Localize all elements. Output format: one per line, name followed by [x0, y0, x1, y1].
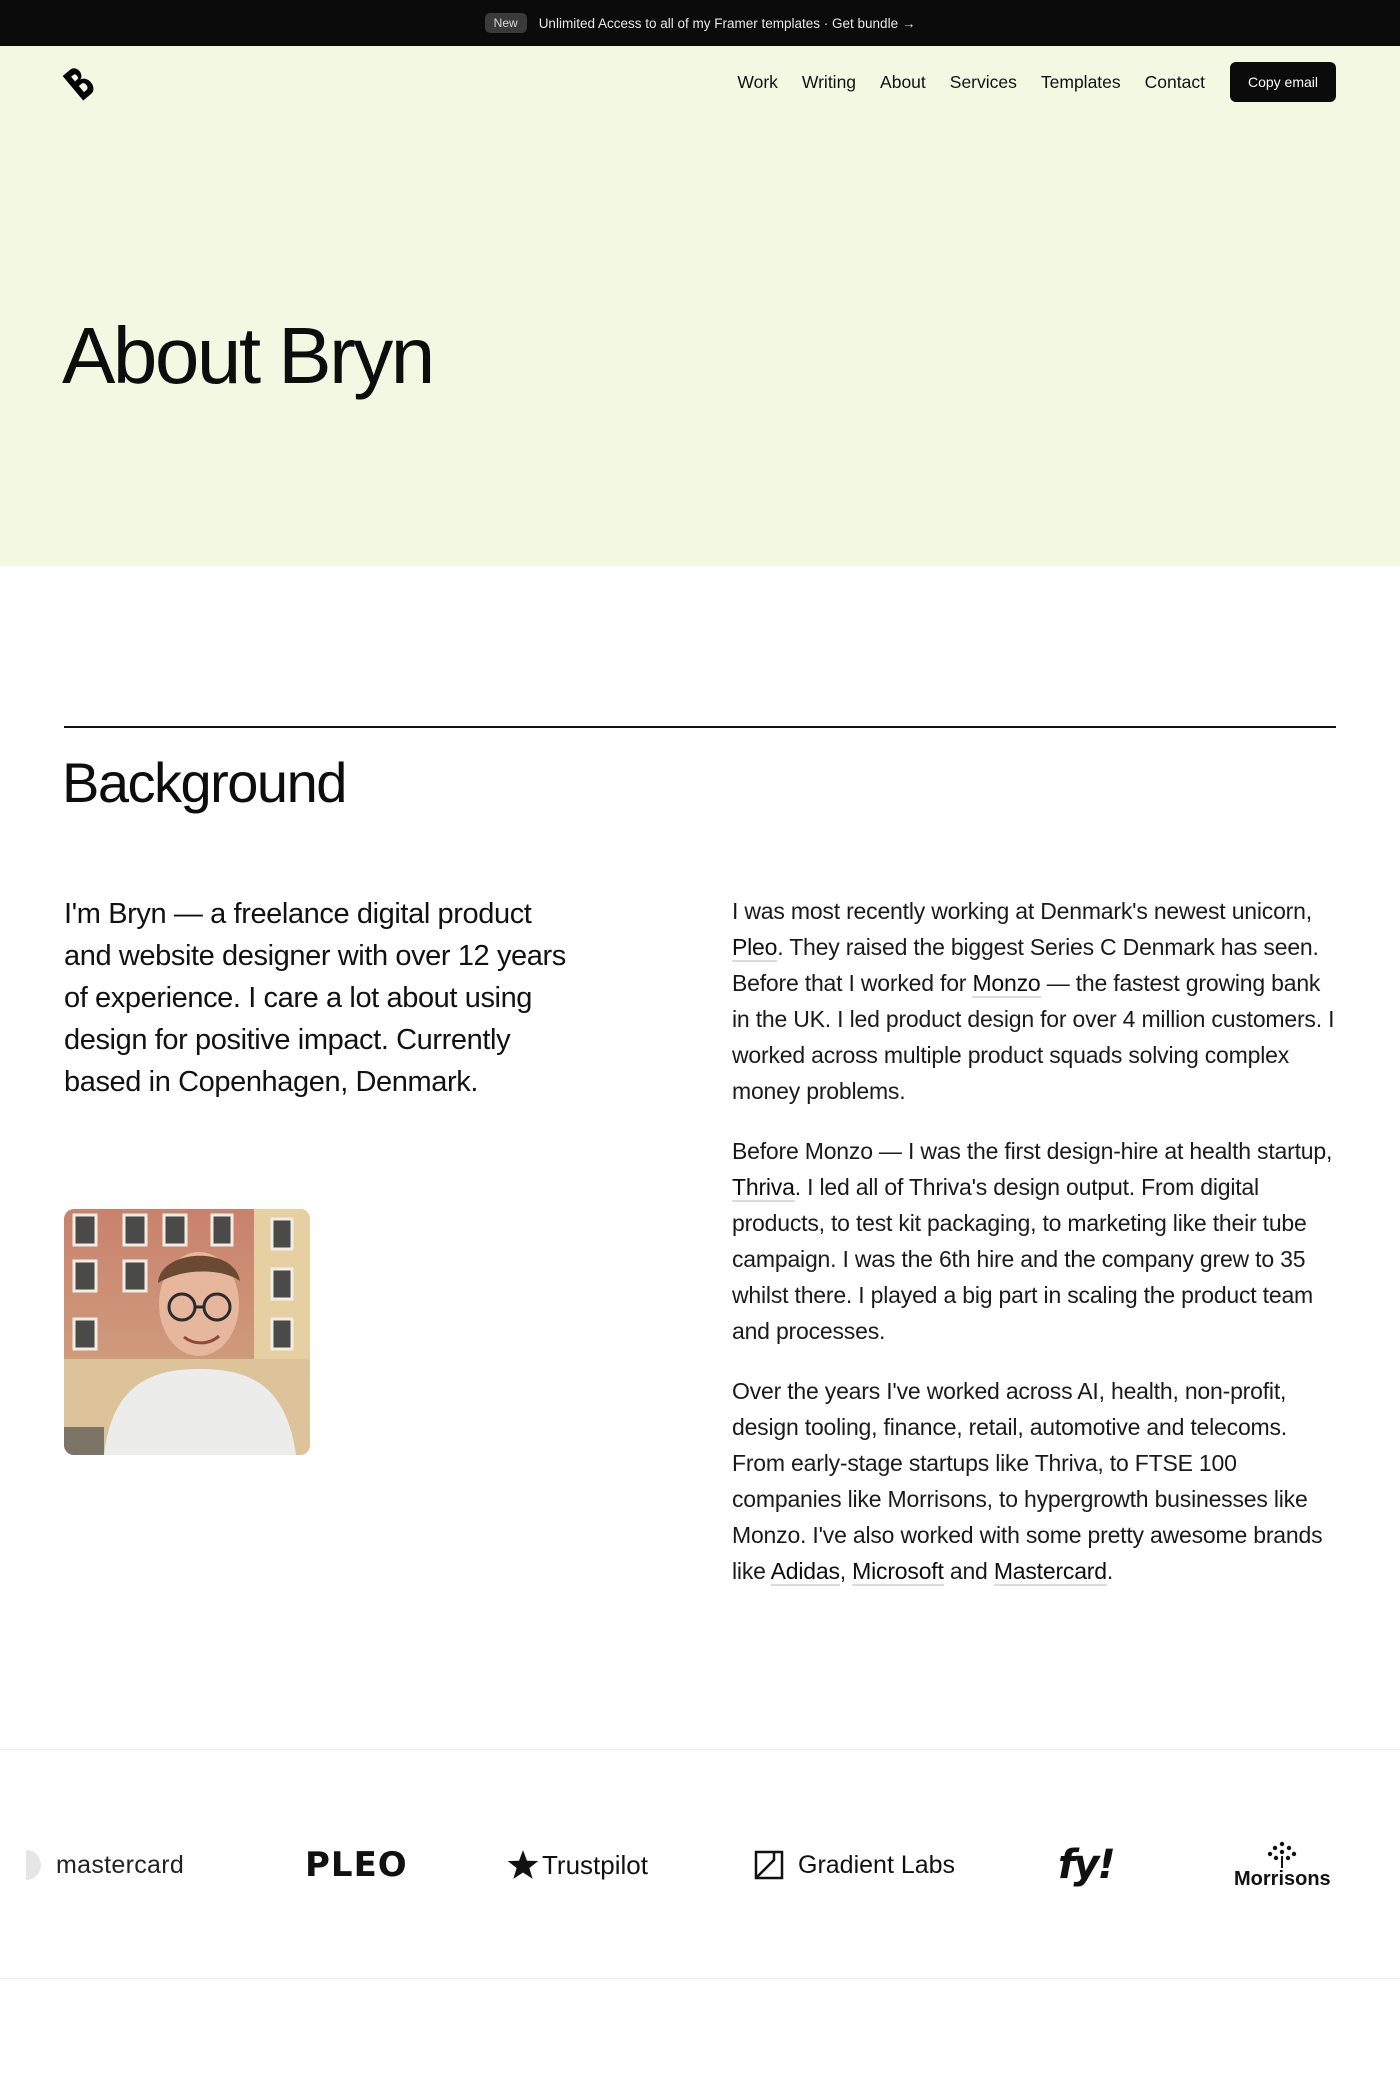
intro-text: I'm Bryn — a freelance digital product and website designer with over 12 years of experience. I care a lot about using design for positive impact. Currently based in Copenhagen, Denmark. — [64, 898, 566, 1098]
morrisons-tree-icon — [1264, 1840, 1300, 1870]
nav-templates[interactable]: Templates — [1040, 71, 1121, 92]
nav-contact[interactable]: Contact — [1144, 71, 1205, 92]
section-divider — [64, 726, 1336, 728]
paragraph-3: Over the years I've worked across AI, health, non-profit, design tooling, finance, retail, automotive and telecoms. From early-stage startups like Thriva, to FTSE 100 companies like Morrisons, to hypergrowth businesses like Monzo. I've also worked with some pretty awesome brands like Adidas, Microsoft and Mastercard. — [732, 1378, 1323, 1584]
link-adidas[interactable]: Adidas — [770, 1558, 840, 1584]
nav-work[interactable]: Work — [737, 71, 778, 92]
background-body — [732, 893, 1342, 1613]
client-logo-strip — [0, 1749, 1400, 1979]
link-microsoft[interactable]: Microsoft — [852, 1558, 944, 1584]
mastercard-logo: mastercard — [26, 1750, 184, 1980]
announcement-bar — [0, 0, 1400, 46]
nav-about[interactable]: About — [880, 71, 926, 92]
hero-section — [0, 46, 1400, 566]
link-monzo[interactable]: Monzo — [972, 970, 1041, 996]
star-icon — [506, 1848, 540, 1882]
section-title-background: Background — [62, 751, 346, 814]
new-badge: New — [485, 13, 527, 33]
trustpilot-logo: Trustpilot — [506, 1750, 648, 1980]
link-thriva[interactable]: Thriva — [732, 1174, 795, 1200]
fy-logo: fy! — [1058, 1842, 1114, 1888]
gradient-labs-logo: Gradient Labs — [754, 1750, 955, 1980]
pleo-logo: PLEO — [305, 1845, 408, 1885]
profile-photo — [64, 1209, 310, 1455]
paragraph-1: I was most recently working at Denmark's newest unicorn, Pleo. They raised the biggest Series C Denmark has seen. Before that I worked for Monzo — the fastest growing bank in the UK. I led product design for over 4 million customers. I worked across multiple product squads solving complex money problems. — [732, 898, 1335, 1104]
mastercard-circle-icon — [26, 1848, 52, 1882]
announcement-link[interactable]: Unlimited Access to all of my Framer templates · Get bundle → — [538, 15, 916, 31]
nav-services[interactable]: Services — [949, 71, 1017, 92]
page-title: About Bryn — [62, 311, 433, 400]
nav-writing[interactable]: Writing — [801, 71, 857, 92]
copy-email-button[interactable]: Copy email — [1230, 62, 1336, 102]
gradient-labs-icon — [754, 1850, 784, 1880]
morrisons-logo: Morrisons — [1234, 1750, 1331, 1980]
paragraph-2: Before Monzo — I was the first design-hire at health startup, Thriva. I led all of Thriva's design output. From digital products, to test kit packaging, to marketing like their tube campaign. I was the 6th hire and the company grew to 35 whilst there. I played a big part in scaling the product team and processes. — [732, 1138, 1333, 1344]
b-logo-icon[interactable] — [62, 62, 102, 102]
link-pleo[interactable]: Pleo — [732, 934, 778, 960]
link-mastercard[interactable]: Mastercard — [993, 1558, 1107, 1584]
main-nav — [713, 62, 1336, 102]
